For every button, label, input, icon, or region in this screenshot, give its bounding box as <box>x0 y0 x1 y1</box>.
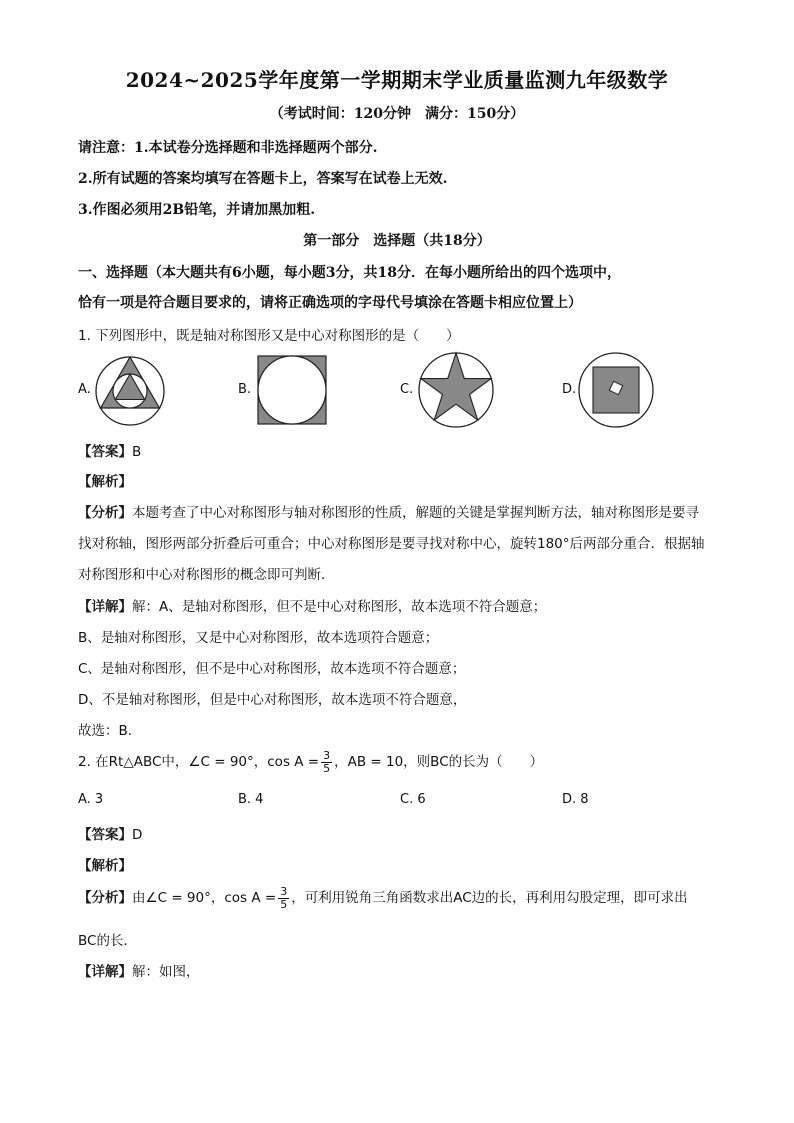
page-title: 2024~2025学年度第一学期期末学业质量监测九年级数学 <box>125 68 669 92</box>
q1-analysis-tag: 【解析】 <box>78 474 132 490</box>
fraction-3-5: $\frac{3}{5}$ <box>280 884 288 911</box>
q1-detail-line-2: B、是轴对称图形，又是中心对称图形，故本选项符合题意； <box>78 630 439 646</box>
q1-answer <box>78 440 141 460</box>
q2-option-d: D. 8 <box>562 792 589 807</box>
q2-detail-line-1: 【详解】解：如图， <box>78 964 200 980</box>
detail-tag: 【详解】 <box>78 599 132 615</box>
q2-option-b: B. 4 <box>238 792 264 807</box>
section-instruction-2: 恰有一项是符合题目要求的，请将正确选项的字母代号填涂在答题卡相应位置上） <box>78 295 582 311</box>
q2-option-a: A. 3 <box>78 792 104 807</box>
q2-stem: 2. 在Rt△ABC中，∠C = 90°，cos A = $\frac{3}{5}$ ，AB = 10，则BC的长为（ ） <box>78 748 544 775</box>
q1-detail-line-3: C、是轴对称图形，但不是中心对称图形，故本选项不符合题意； <box>78 661 466 677</box>
q1-detail-line-1: 【详解】解：A、是轴对称图形，但不是中心对称图形，故本选项不符合题意； <box>78 599 547 615</box>
q2-fenxi-line-2: BC的长． <box>78 933 137 949</box>
q1-option-c-figure <box>418 352 494 428</box>
detail-tag: 【详解】 <box>78 964 132 980</box>
note-3: 3.作图必须用2B铅笔，并请加黑加粗. <box>78 202 316 218</box>
q2-answer <box>78 823 142 843</box>
q1-option-b-label: B. <box>238 382 252 397</box>
q1-option-d-figure <box>578 352 654 428</box>
fenxi-tag: 【分析】 <box>78 890 132 906</box>
q1-option-a-label: A. <box>78 382 91 397</box>
answer-tag: 【答案】 <box>78 444 132 460</box>
exam-info: （考试时间：120分钟 满分：150分） <box>269 106 525 122</box>
q1-fenxi-line-1: 【分析】本题考查了中心对称图形与轴对称图形的性质，解题的关键是掌握判断方法，轴对称图形是要寻 <box>78 505 699 521</box>
answer-tag: 【答案】 <box>78 827 132 843</box>
fenxi-tag: 【分析】 <box>78 505 132 521</box>
q1-option-a-figure <box>95 356 167 428</box>
q1-conclusion: 故选：B． <box>78 723 142 739</box>
fraction-3-5: $\frac{3}{5}$ <box>323 748 331 775</box>
q1-fenxi-line-2: 找对称轴，图形两部分折叠后可重合；中心对称图形是要寻找对称中心，旋转180°后两部分重合．根据轴 <box>78 536 705 552</box>
note-2: 2.所有试题的答案均填写在答题卡上，答案写在试卷上无效. <box>78 171 448 187</box>
note-1: 请注意：1.本试卷分选择题和非选择题两个部分. <box>78 140 378 156</box>
q1-answer-value: B <box>132 444 142 460</box>
q1-option-b-figure <box>256 354 328 426</box>
q1-fenxi-line-3: 对称图形和中心对称图形的概念即可判断． <box>78 567 335 583</box>
q1-stem: 1. 下列图形中，既是轴对称图形又是中心对称图形的是（ ） <box>78 328 460 344</box>
q1-option-c-label: C. <box>400 382 414 397</box>
q1-detail-line-4: D、不是轴对称图形，但是中心对称图形，故本选项不符合题意， <box>78 692 467 708</box>
section-instruction-1: 一、选择题（本大题共有6小题，每小题3分，共18分．在每小题所给出的四个选项中， <box>78 265 621 281</box>
q1-option-d-label: D. <box>562 382 577 397</box>
section-heading: 第一部分 选择题（共18分） <box>303 233 491 249</box>
q2-analysis-tag: 【解析】 <box>78 858 132 874</box>
q2-answer-value: D <box>132 827 143 843</box>
q2-option-c: C. 6 <box>400 792 426 807</box>
q2-fenxi-line-1: 【分析】由∠C = 90°，cos A = $\frac{3}{5}$ ，可利用锐角三角函数求出AC边的长，再利用勾股定理，即可求出 <box>78 884 688 911</box>
